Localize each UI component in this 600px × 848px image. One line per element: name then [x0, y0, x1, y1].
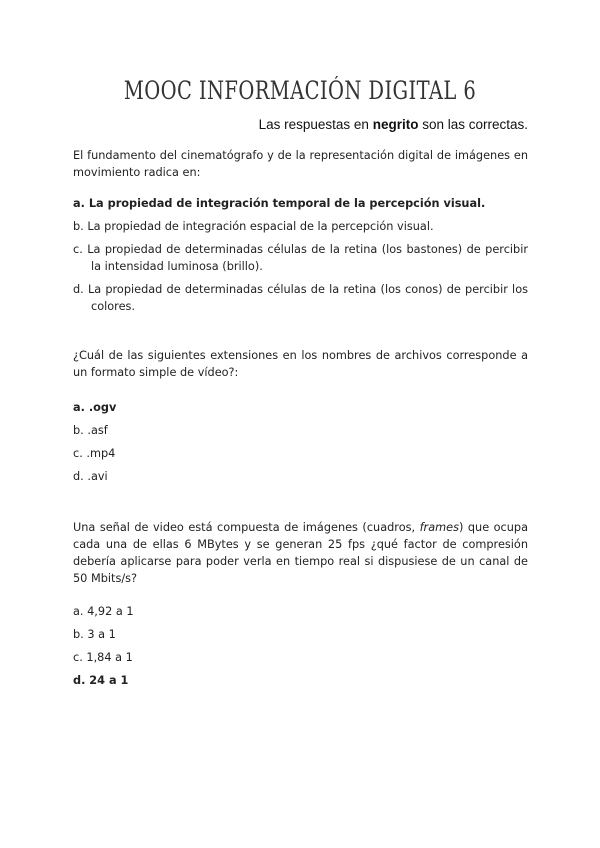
answer-option: a. 4,92 a 1: [73, 605, 134, 618]
subtitle-bold-word: negrito: [372, 117, 419, 132]
answer-option: c. La propiedad de determinadas células de la retina (los bastones) de percibir la intensidad luminosa (brillo).: [73, 243, 528, 273]
question-2: [73, 347, 528, 485]
answer-option: b. 3 a 1: [73, 628, 116, 641]
page-title: MOOC INFORMACIÓN DIGITAL 6: [123, 76, 477, 105]
answer-option-correct: a. .ogv: [73, 401, 117, 414]
question-text: ¿Cuál de las siguientes extensiones en los nombres de archivos corresponde a un formato simple de vídeo?:: [73, 349, 528, 379]
subtitle-text-end: son las correctas.: [418, 117, 528, 132]
answer-option-correct: d. 24 a 1: [73, 674, 129, 687]
question-text: [73, 519, 528, 587]
answer-option-correct: a. La propiedad de integración temporal de la percepción visual.: [73, 197, 486, 210]
answer-option: d. .avi: [73, 470, 108, 483]
answer-option: c. .mp4: [73, 447, 116, 460]
answer-option: c. 1,84 a 1: [73, 651, 133, 664]
answer-option: d. La propiedad de determinadas células de la retina (los conos) de percibir los colores.: [73, 283, 528, 313]
question-text-start: Una señal de video está compuesta de imágenes (cuadros,: [73, 521, 420, 534]
question-italic-term: frames: [419, 521, 459, 534]
question-text: El fundamento del cinematógrafo y de la representación digital de imágenes en movimiento radica en:: [73, 149, 528, 179]
question-1: [73, 147, 528, 315]
page-subtitle: [259, 117, 528, 132]
answer-option: b. .asf: [73, 424, 108, 437]
subtitle-text-start: Las respuestas en: [258, 117, 373, 132]
answer-option: b. La propiedad de integración espacial de la percepción visual.: [73, 220, 434, 233]
question-3: [73, 519, 528, 689]
question-text-end: ) que ocupa cada una de ellas 6 MBytes y se generan 25 fps ¿qué factor de compresión debería aplicarse para poder verla en tiempo real si dispusiese de un canal de 50 Mbits/s?: [73, 521, 529, 585]
